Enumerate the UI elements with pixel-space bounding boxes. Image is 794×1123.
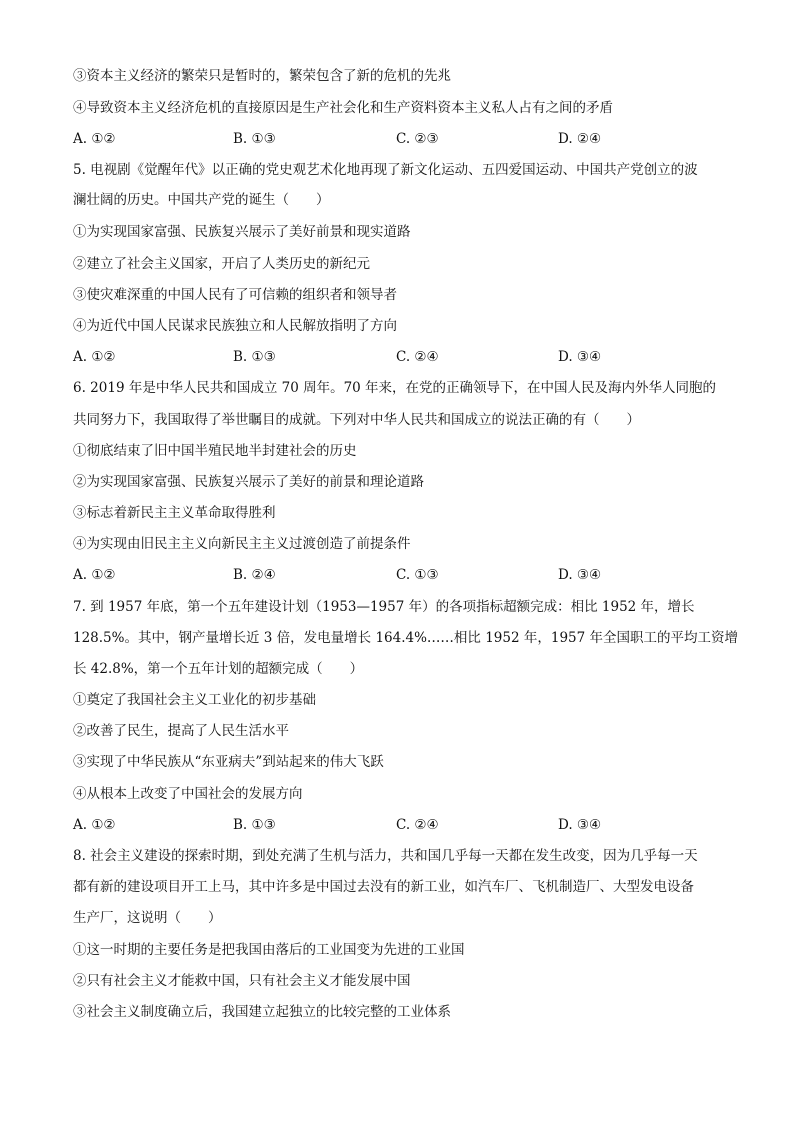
q4-statement-4: ④导致资本主义经济危机的直接原因是生产社会化和生产资料资本主义私人占有之间的矛盾 [73, 100, 613, 116]
q6-option-a[interactable]: A. ①② [73, 567, 116, 583]
q5-option-d[interactable]: D. ③④ [558, 349, 602, 365]
q8-stem-line-1: 8. 社会主义建设的探索时期，到处充满了生机与活力，共和国几乎每一天都在发生改变，因为几乎每一天 [73, 848, 698, 864]
q4-option-b[interactable]: B. ①③ [233, 131, 276, 147]
q5-statement-3: ③使灾难深重的中国人民有了可信赖的组织者和领导者 [73, 287, 397, 303]
q6-stem-line-1: 6. 2019 年是中华人民共和国成立 70 周年。70 年来，在党的正确领导下，在中国人民及海内外华人同胞的 [73, 380, 717, 396]
q7-statement-2: ②改善了民生，提高了人民生活水平 [73, 723, 289, 739]
q5-option-b[interactable]: B. ①③ [233, 349, 276, 365]
q7-option-c[interactable]: C. ②④ [396, 817, 439, 833]
q8-statement-2: ②只有社会主义才能救中国，只有社会主义才能发展中国 [73, 973, 411, 989]
q8-stem-line-2: 都有新的建设项目开工上马，其中许多是中国过去没有的新工业，如汽车厂、飞机制造厂、大型发电设备 [73, 879, 694, 895]
q6-stem-line-2: 共同努力下，我国取得了举世瞩目的成就。下列对中华人民共和国成立的说法正确的有（ ） [73, 412, 640, 428]
q7-stem-line-1: 7. 到 1957 年底，第一个五年建设计划（1953—1957 年）的各项指标超额完成：相比 1952 年，增长 [73, 599, 695, 615]
q7-option-d[interactable]: D. ③④ [558, 817, 602, 833]
q7-option-a[interactable]: A. ①② [73, 817, 116, 833]
q5-stem-line-2: 澜壮阔的历史。中国共产党的诞生（ ） [73, 192, 330, 208]
q5-statement-1: ①为实现国家富强、民族复兴展示了美好前景和现实道路 [73, 224, 411, 240]
q5-option-a[interactable]: A. ①② [73, 349, 116, 365]
q8-statement-1: ①这一时期的主要任务是把我国由落后的工业国变为先进的工业国 [73, 942, 465, 958]
q4-option-a[interactable]: A. ①② [73, 131, 116, 147]
q7-statement-3: ③实现了中华民族从“东亚病夫”到站起来的伟大飞跃 [73, 754, 384, 770]
q4-option-c[interactable]: C. ②③ [396, 131, 439, 147]
q6-options [73, 565, 753, 585]
q5-options [73, 347, 753, 367]
q6-statement-2: ②为实现国家富强、民族复兴展示了美好的前景和理论道路 [73, 474, 424, 490]
q7-stem-line-2: 128.5%。其中，钢产量增长近 3 倍，发电量增长 164.4%……相比 1952 年，1957 年全国职工的平均工资增 [73, 630, 738, 646]
q7-options [73, 815, 753, 835]
q6-option-c[interactable]: C. ①③ [396, 567, 439, 583]
q5-statement-4: ④为近代中国人民谋求民族独立和人民解放指明了方向 [73, 318, 397, 334]
q7-option-b[interactable]: B. ①③ [233, 817, 276, 833]
q4-options [73, 129, 753, 149]
q6-option-d[interactable]: D. ③④ [558, 567, 602, 583]
q5-option-c[interactable]: C. ②④ [396, 349, 439, 365]
q6-option-b[interactable]: B. ②④ [233, 567, 276, 583]
q7-stem-line-3: 长 42.8%，第一个五年计划的超额完成（ ） [73, 661, 364, 677]
q7-statement-1: ①奠定了我国社会主义工业化的初步基础 [73, 692, 316, 708]
q5-stem-line-1: 5. 电视剧《觉醒年代》以正确的党史观艺术化地再现了新文化运动、五四爱国运动、中国共产党创立的波 [73, 162, 698, 178]
q6-statement-1: ①彻底结束了旧中国半殖民地半封建社会的历史 [73, 443, 357, 459]
q6-statement-4: ④为实现由旧民主主义向新民主主义过渡创造了前提条件 [73, 536, 411, 552]
q8-stem-line-3: 生产厂，这说明（ ） [73, 910, 222, 926]
q4-statement-3: ③资本主义经济的繁荣只是暂时的，繁荣包含了新的危机的先兆 [73, 68, 451, 84]
q8-statement-3: ③社会主义制度确立后，我国建立起独立的比较完整的工业体系 [73, 1004, 451, 1020]
q7-statement-4: ④从根本上改变了中国社会的发展方向 [73, 786, 303, 802]
q4-option-d[interactable]: D. ②④ [558, 131, 602, 147]
q5-statement-2: ②建立了社会主义国家，开启了人类历史的新纪元 [73, 256, 370, 272]
q6-statement-3: ③标志着新民主主义革命取得胜利 [73, 505, 276, 521]
